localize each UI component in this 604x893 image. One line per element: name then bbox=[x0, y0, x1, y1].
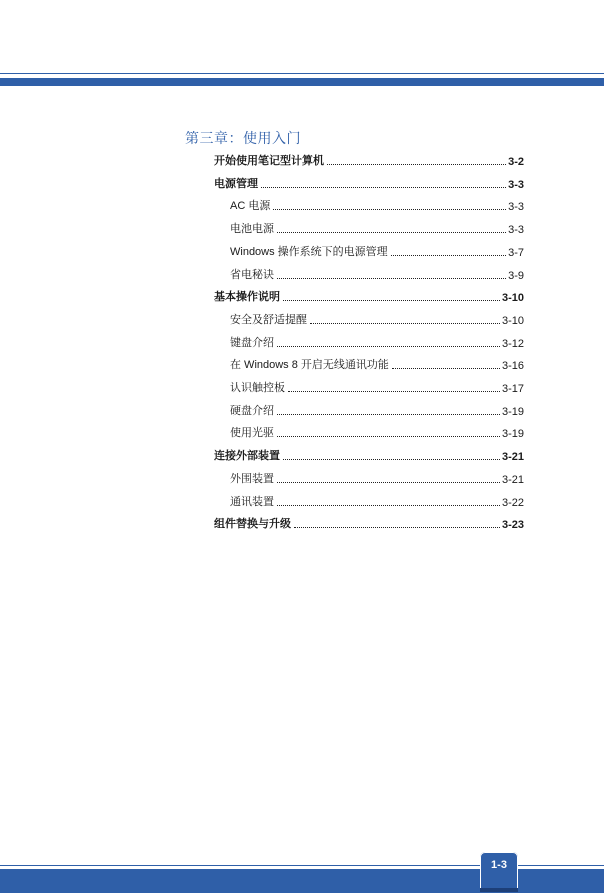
toc-entry-label: 电源管理 bbox=[214, 177, 258, 190]
toc-entry-label: AC 电源 bbox=[230, 200, 271, 213]
toc-entry-page: 3-7 bbox=[508, 246, 524, 259]
header-rule-thick bbox=[0, 78, 604, 86]
toc-leader-dots bbox=[277, 346, 500, 347]
toc-entry-page: 3-19 bbox=[501, 428, 524, 441]
toc-entry-label: 在 Windows 8 开启无线通讯功能 bbox=[230, 359, 389, 372]
toc-entry-page: 3-12 bbox=[501, 337, 524, 350]
toc-entry-label: 开始使用笔记型计算机 bbox=[214, 155, 324, 167]
toc-leader-dots bbox=[392, 368, 500, 369]
toc-entry-page: 3-21 bbox=[501, 451, 524, 464]
toc-leader-dots bbox=[277, 232, 506, 233]
toc-entry-subsection[interactable] bbox=[230, 334, 524, 350]
toc-entry-section[interactable] bbox=[214, 175, 524, 191]
toc-entry-label: 组件替换与升级 bbox=[214, 518, 291, 531]
toc-leader-dots bbox=[288, 391, 500, 392]
toc-entry-subsection[interactable] bbox=[230, 197, 524, 213]
toc-entry-subsection[interactable] bbox=[230, 470, 524, 486]
toc-entry-label: 电池电源 bbox=[230, 223, 274, 236]
toc-leader-dots bbox=[327, 164, 506, 165]
toc-leader-dots bbox=[277, 436, 500, 437]
toc-leader-dots bbox=[283, 300, 500, 301]
toc-entry-label: 硬盘介绍 bbox=[230, 404, 274, 417]
toc-leader-dots bbox=[391, 255, 506, 256]
toc-leader-dots bbox=[283, 459, 500, 460]
toc-entry-page: 3-19 bbox=[501, 405, 524, 418]
toc-entry-subsection[interactable] bbox=[230, 220, 524, 236]
toc-leader-dots bbox=[277, 505, 500, 506]
toc-leader-dots bbox=[294, 527, 500, 528]
toc-entry-label: 基本操作说明 bbox=[214, 291, 280, 304]
toc-entry-page: 3-3 bbox=[508, 224, 524, 237]
toc-entry-subsection[interactable] bbox=[230, 424, 524, 440]
header-rule-thin bbox=[0, 73, 604, 74]
toc-entry-subsection[interactable] bbox=[230, 379, 524, 395]
chapter-title: 第三章：使用入门 bbox=[185, 131, 301, 147]
toc-leader-dots bbox=[277, 482, 500, 483]
toc-entry-page: 3-21 bbox=[501, 473, 524, 486]
toc-entry-label: 通讯装置 bbox=[230, 495, 274, 508]
toc-entry-section[interactable] bbox=[214, 515, 524, 531]
toc-entry-label: 省电秘诀 bbox=[230, 268, 274, 281]
toc-entry-label: 安全及舒适提醒 bbox=[230, 313, 307, 326]
toc-entry-page: 3-17 bbox=[501, 383, 524, 395]
toc-entry-page: 3-9 bbox=[508, 269, 524, 282]
toc-leader-dots bbox=[261, 187, 506, 188]
toc-entry-page: 3-10 bbox=[501, 314, 524, 327]
toc-entry-subsection[interactable] bbox=[230, 311, 524, 327]
page-number: 1-3 bbox=[491, 859, 507, 871]
toc-entry-page: 3-2 bbox=[508, 156, 524, 168]
toc-entry-page: 3-23 bbox=[501, 519, 524, 532]
toc-leader-dots bbox=[273, 209, 506, 210]
toc-leader-dots bbox=[310, 323, 500, 324]
toc-entry-page: 3-22 bbox=[501, 496, 524, 509]
toc-leader-dots bbox=[277, 414, 500, 415]
page-tab-notch bbox=[480, 888, 518, 892]
toc-entry-page: 3-10 bbox=[501, 292, 524, 305]
toc-entry-label: 认识触控板 bbox=[230, 382, 285, 394]
toc-entry-section[interactable] bbox=[214, 447, 524, 463]
toc-entry-subsection[interactable] bbox=[230, 493, 524, 509]
toc-entry-subsection[interactable] bbox=[230, 243, 524, 259]
toc-entry-subsection[interactable] bbox=[230, 266, 524, 282]
toc-entry-section[interactable] bbox=[214, 152, 524, 168]
toc-entry-page: 3-3 bbox=[508, 178, 524, 191]
toc-entry-label: 连接外部装置 bbox=[214, 450, 280, 463]
toc-entry-section[interactable] bbox=[214, 288, 524, 304]
toc-entry-label: 键盘介绍 bbox=[230, 336, 274, 349]
toc-entry-label: 使用光驱 bbox=[230, 427, 274, 440]
toc-leader-dots bbox=[277, 278, 506, 279]
toc-entry-subsection[interactable] bbox=[230, 356, 524, 372]
toc-entry-page: 3-16 bbox=[501, 360, 524, 373]
toc-entry-label: 外围装置 bbox=[230, 472, 274, 485]
toc-entry-label: Windows 操作系统下的电源管理 bbox=[230, 245, 388, 258]
toc-entry-page: 3-3 bbox=[508, 201, 524, 214]
toc-entry-subsection[interactable] bbox=[230, 402, 524, 418]
page-number-tab bbox=[480, 852, 518, 892]
